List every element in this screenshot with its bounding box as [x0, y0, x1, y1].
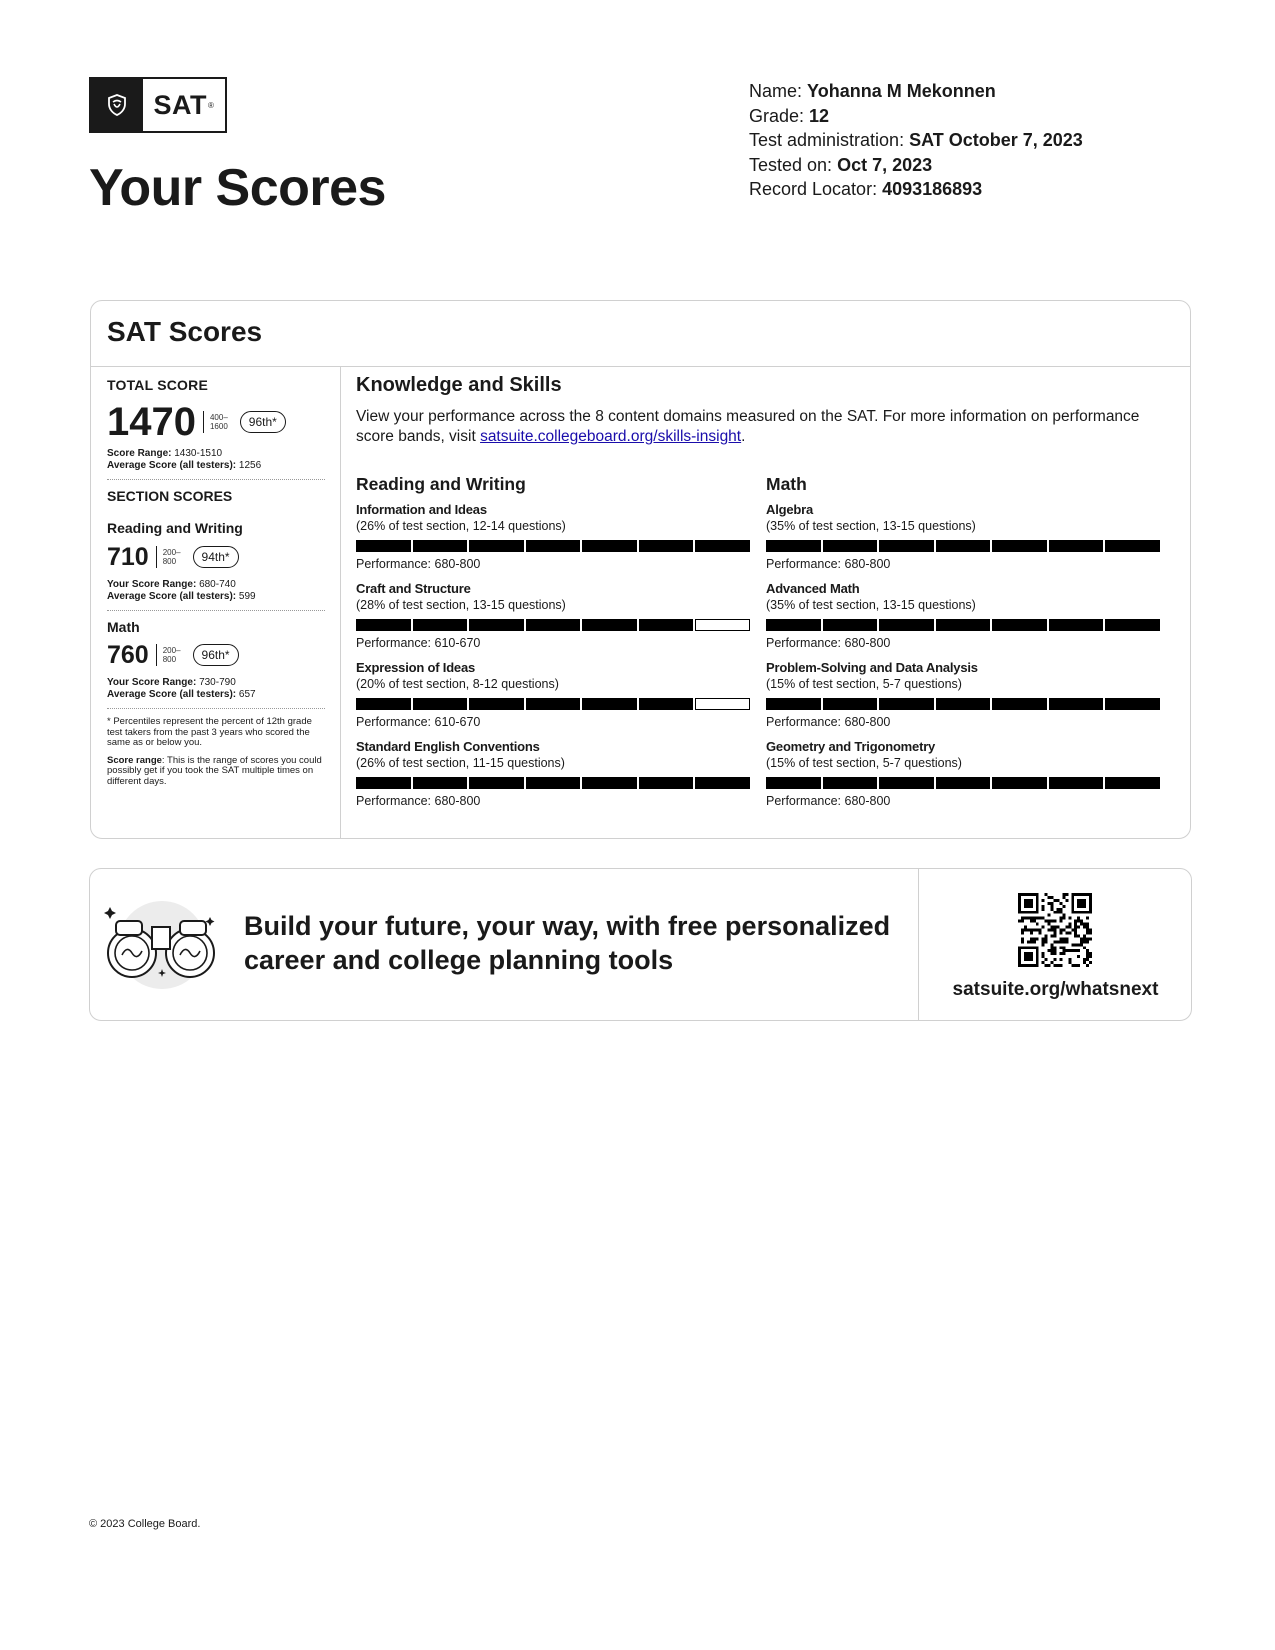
math-range-value: 730-790 [199, 677, 236, 688]
bar-segment-filled [1049, 540, 1104, 552]
bar-segment-filled [582, 698, 637, 710]
bar-segment-filled [879, 619, 934, 631]
student-name-row [749, 79, 1083, 104]
scores-card-title: SAT Scores [107, 316, 263, 347]
performance-band: Performance: 610-670 [356, 636, 481, 650]
skill-block [356, 738, 766, 817]
math-score-line [107, 641, 325, 669]
bar-segment-filled [1049, 698, 1104, 710]
skill-weight: (28% of test section, 13-15 questions) [356, 598, 566, 612]
score-summary [107, 377, 325, 787]
knowledge-skills-description [356, 407, 1176, 447]
score-range-footnote [107, 756, 325, 788]
bar-segment-filled [413, 619, 468, 631]
performance-bar [356, 777, 750, 789]
bar-segment-filled [695, 540, 750, 552]
section-scores-label: SECTION SCORES [107, 488, 233, 504]
math-range-label: Your Score Range: [107, 677, 197, 688]
reading-writing-average-value: 599 [238, 591, 256, 602]
domain-column [766, 474, 1176, 817]
total-range-value: 1430-1510 [174, 448, 223, 459]
description-suffix: . [741, 428, 746, 445]
tested-on-row [749, 153, 1083, 178]
dotted-divider [107, 708, 325, 709]
bar-segment-filled [695, 777, 750, 789]
bar-segment-filled [823, 698, 878, 710]
total-range-label: Score Range: [107, 448, 172, 459]
bar-segment-filled [413, 698, 468, 710]
skill-weight: (15% of test section, 5-7 questions) [766, 677, 962, 691]
math-percentile-badge: 96th* [193, 644, 239, 666]
math-scale [163, 646, 181, 664]
bar-segment-filled [469, 777, 524, 789]
bar-segment-filled [526, 619, 581, 631]
bar-segment-filled [469, 540, 524, 552]
bar-segment-filled [413, 777, 468, 789]
reading-writing-scale-max: 800 [162, 557, 177, 566]
bar-segment-filled [766, 540, 821, 552]
bar-segment-filled [766, 777, 821, 789]
dotted-divider [107, 610, 325, 611]
bar-segment-filled [879, 777, 934, 789]
sat-logo [89, 77, 227, 133]
content-domains [356, 474, 1176, 817]
skill-name: Standard English Conventions [356, 739, 540, 754]
name-label: Name: [749, 81, 808, 101]
bar-segment-filled [356, 619, 411, 631]
promo-headline-line-1: Build your future, your way, with free personalized [244, 911, 891, 941]
registered-mark: ® [208, 100, 215, 110]
record-locator-value: 4093186893 [882, 179, 983, 199]
bar-segment-filled [469, 698, 524, 710]
record-locator-row [749, 177, 1083, 202]
domain-title: Reading and Writing [356, 474, 526, 494]
bar-segment-filled [823, 619, 878, 631]
bar-segment-filled [526, 540, 581, 552]
skill-weight: (35% of test section, 13-15 questions) [766, 519, 976, 533]
promo-headline-line-2: career and college planning tools [244, 945, 674, 975]
test-admin-label: Test administration: [749, 130, 910, 150]
skill-weight: (26% of test section, 11-15 questions) [356, 756, 565, 770]
bar-segment-filled [356, 777, 411, 789]
reading-writing-range-label: Your Score Range: [107, 579, 197, 590]
bar-segment-filled [992, 619, 1047, 631]
performance-bar [356, 619, 750, 631]
math-average-value: 657 [238, 689, 256, 700]
total-score-line [107, 402, 325, 442]
sat-scores-card [90, 300, 1191, 839]
reading-writing-label: Reading and Writing [107, 520, 243, 536]
record-locator-label: Record Locator: [749, 179, 883, 199]
performance-band: Performance: 680-800 [356, 557, 481, 571]
bar-segment-empty [695, 698, 750, 710]
performance-bar [766, 698, 1160, 710]
math-average-label: Average Score (all testers): [107, 689, 237, 700]
domain-title: Math [766, 474, 807, 494]
bar-segment-filled [1105, 777, 1160, 789]
total-scale-max: 1600 [209, 422, 228, 431]
bar-segment-filled [992, 698, 1047, 710]
total-score: 1470 [107, 400, 196, 444]
skill-block [356, 501, 766, 580]
bar-segment-filled [582, 619, 637, 631]
skill-block [766, 659, 1176, 738]
description-text: View your performance across the 8 content domains measured on the SAT. For more information on performance score bands, visit [356, 408, 1140, 445]
bar-segment-filled [356, 698, 411, 710]
skill-weight: (26% of test section, 12-14 questions) [356, 519, 566, 533]
total-scale [210, 413, 228, 431]
reading-writing-score-line [107, 543, 325, 571]
skill-block [766, 501, 1176, 580]
reading-writing-score: 710 [107, 543, 149, 571]
bar-segment-filled [1049, 619, 1104, 631]
performance-band: Performance: 680-800 [766, 636, 891, 650]
performance-band: Performance: 680-800 [766, 557, 891, 571]
promo-headline [244, 909, 890, 977]
math-average [107, 689, 325, 701]
skill-block [766, 738, 1176, 817]
performance-band: Performance: 610-670 [356, 715, 481, 729]
math-score: 760 [107, 641, 149, 669]
performance-bar [356, 540, 750, 552]
score-separator [156, 644, 157, 666]
score-range-footnote-text: : This is the range of scores you could possibly get if you took the SAT multiple times on different days. [107, 754, 322, 787]
score-range-footnote-label: Score range [107, 754, 162, 766]
total-score-label: TOTAL SCORE [107, 377, 208, 393]
reading-writing-average [107, 591, 325, 603]
total-scale-min: 400– [209, 413, 228, 422]
skill-name: Information and Ideas [356, 502, 487, 517]
bar-segment-filled [992, 540, 1047, 552]
knowledge-skills-title: Knowledge and Skills [356, 374, 562, 396]
total-percentile-badge: 96th* [240, 411, 286, 433]
bar-segment-filled [1105, 619, 1160, 631]
grade-value: 12 [809, 105, 830, 126]
total-score-range [107, 448, 325, 460]
bar-segment-filled [582, 777, 637, 789]
skill-name: Craft and Structure [356, 581, 471, 596]
card-divider [91, 366, 1190, 367]
bar-segment-filled [639, 619, 694, 631]
reading-writing-range-value: 680-740 [199, 579, 236, 590]
logo-text: SAT [153, 89, 208, 120]
bar-segment-filled [526, 698, 581, 710]
binoculars-icon [102, 897, 222, 993]
acorn-shield-icon [91, 79, 143, 131]
skill-weight: (35% of test section, 13-15 questions) [766, 598, 976, 612]
reading-writing-average-label: Average Score (all testers): [107, 591, 237, 602]
skill-name: Expression of Ideas [356, 660, 476, 675]
copyright: © 2023 College Board. [89, 1518, 201, 1530]
bar-segment-filled [823, 777, 878, 789]
tested-on-label: Tested on: [749, 154, 838, 175]
reading-writing-scale-min: 200– [162, 548, 181, 557]
test-admin-row [749, 128, 1083, 153]
skill-name: Geometry and Trigonometry [766, 739, 936, 754]
bar-segment-filled [639, 777, 694, 789]
grade-label: Grade: [749, 105, 810, 126]
test-admin-value: SAT October 7, 2023 [909, 130, 1083, 150]
performance-bar [766, 619, 1160, 631]
domain-column [356, 474, 766, 817]
math-range [107, 677, 325, 689]
skill-weight: (15% of test section, 5-7 questions) [766, 756, 962, 770]
bar-segment-filled [639, 698, 694, 710]
total-average [107, 460, 325, 472]
knowledge-skills-panel [356, 374, 1176, 808]
bar-segment-filled [766, 619, 821, 631]
math-label: Math [107, 619, 140, 635]
bar-segment-filled [879, 540, 934, 552]
total-average-label: Average Score (all testers): [107, 460, 237, 471]
math-scale-min: 200– [162, 646, 181, 655]
skill-weight: (20% of test section, 8-12 questions) [356, 677, 559, 691]
bar-segment-filled [823, 540, 878, 552]
bar-segment-empty [695, 619, 750, 631]
bar-segment-filled [879, 698, 934, 710]
student-info [749, 79, 1083, 202]
tested-on-value: Oct 7, 2023 [837, 154, 933, 175]
grade-row [749, 104, 1083, 129]
dotted-divider [107, 479, 325, 480]
bar-segment-filled [936, 777, 991, 789]
bar-segment-filled [1105, 698, 1160, 710]
score-separator [156, 546, 157, 568]
skill-name: Algebra [766, 502, 814, 517]
bar-segment-filled [992, 777, 1047, 789]
performance-band: Performance: 680-800 [766, 715, 891, 729]
bar-segment-filled [469, 619, 524, 631]
bar-segment-filled [413, 540, 468, 552]
name-value: Yohanna M Mekonnen [807, 81, 996, 101]
bar-segment-filled [1105, 540, 1160, 552]
reading-writing-range [107, 579, 325, 591]
percentile-footnote: * Percentiles represent the percent of 12th grade test takers from the past 3 years who scored the same as or below you. [107, 716, 312, 748]
skills-insight-link[interactable]: satsuite.collegeboard.org/skills-insight [480, 428, 742, 445]
column-divider [340, 367, 341, 838]
bar-segment-filled [936, 619, 991, 631]
skill-name: Problem-Solving and Data Analysis [766, 660, 978, 675]
qr-code-icon[interactable] [1018, 893, 1092, 967]
bar-segment-filled [356, 540, 411, 552]
bar-segment-filled [936, 540, 991, 552]
skill-block [356, 580, 766, 659]
bar-segment-filled [639, 540, 694, 552]
reading-writing-percentile-badge: 94th* [193, 546, 239, 568]
bar-segment-filled [582, 540, 637, 552]
performance-band: Performance: 680-800 [356, 794, 481, 808]
skill-block [766, 580, 1176, 659]
performance-band: Performance: 680-800 [766, 794, 891, 808]
bar-segment-filled [766, 698, 821, 710]
performance-bar [766, 540, 1160, 552]
whatsnext-link[interactable]: satsuite.org/whatsnext [952, 979, 1159, 1000]
planning-tools-card [89, 868, 1192, 1021]
page-title: Your Scores [89, 159, 386, 217]
performance-bar [766, 777, 1160, 789]
math-scale-max: 800 [162, 655, 177, 664]
skill-block [356, 659, 766, 738]
bar-segment-filled [1049, 777, 1104, 789]
reading-writing-scale [163, 548, 181, 566]
score-separator [203, 411, 204, 433]
bar-segment-filled [526, 777, 581, 789]
performance-bar [356, 698, 750, 710]
skill-name: Advanced Math [766, 581, 860, 596]
bar-segment-filled [936, 698, 991, 710]
total-average-value: 1256 [238, 460, 262, 471]
